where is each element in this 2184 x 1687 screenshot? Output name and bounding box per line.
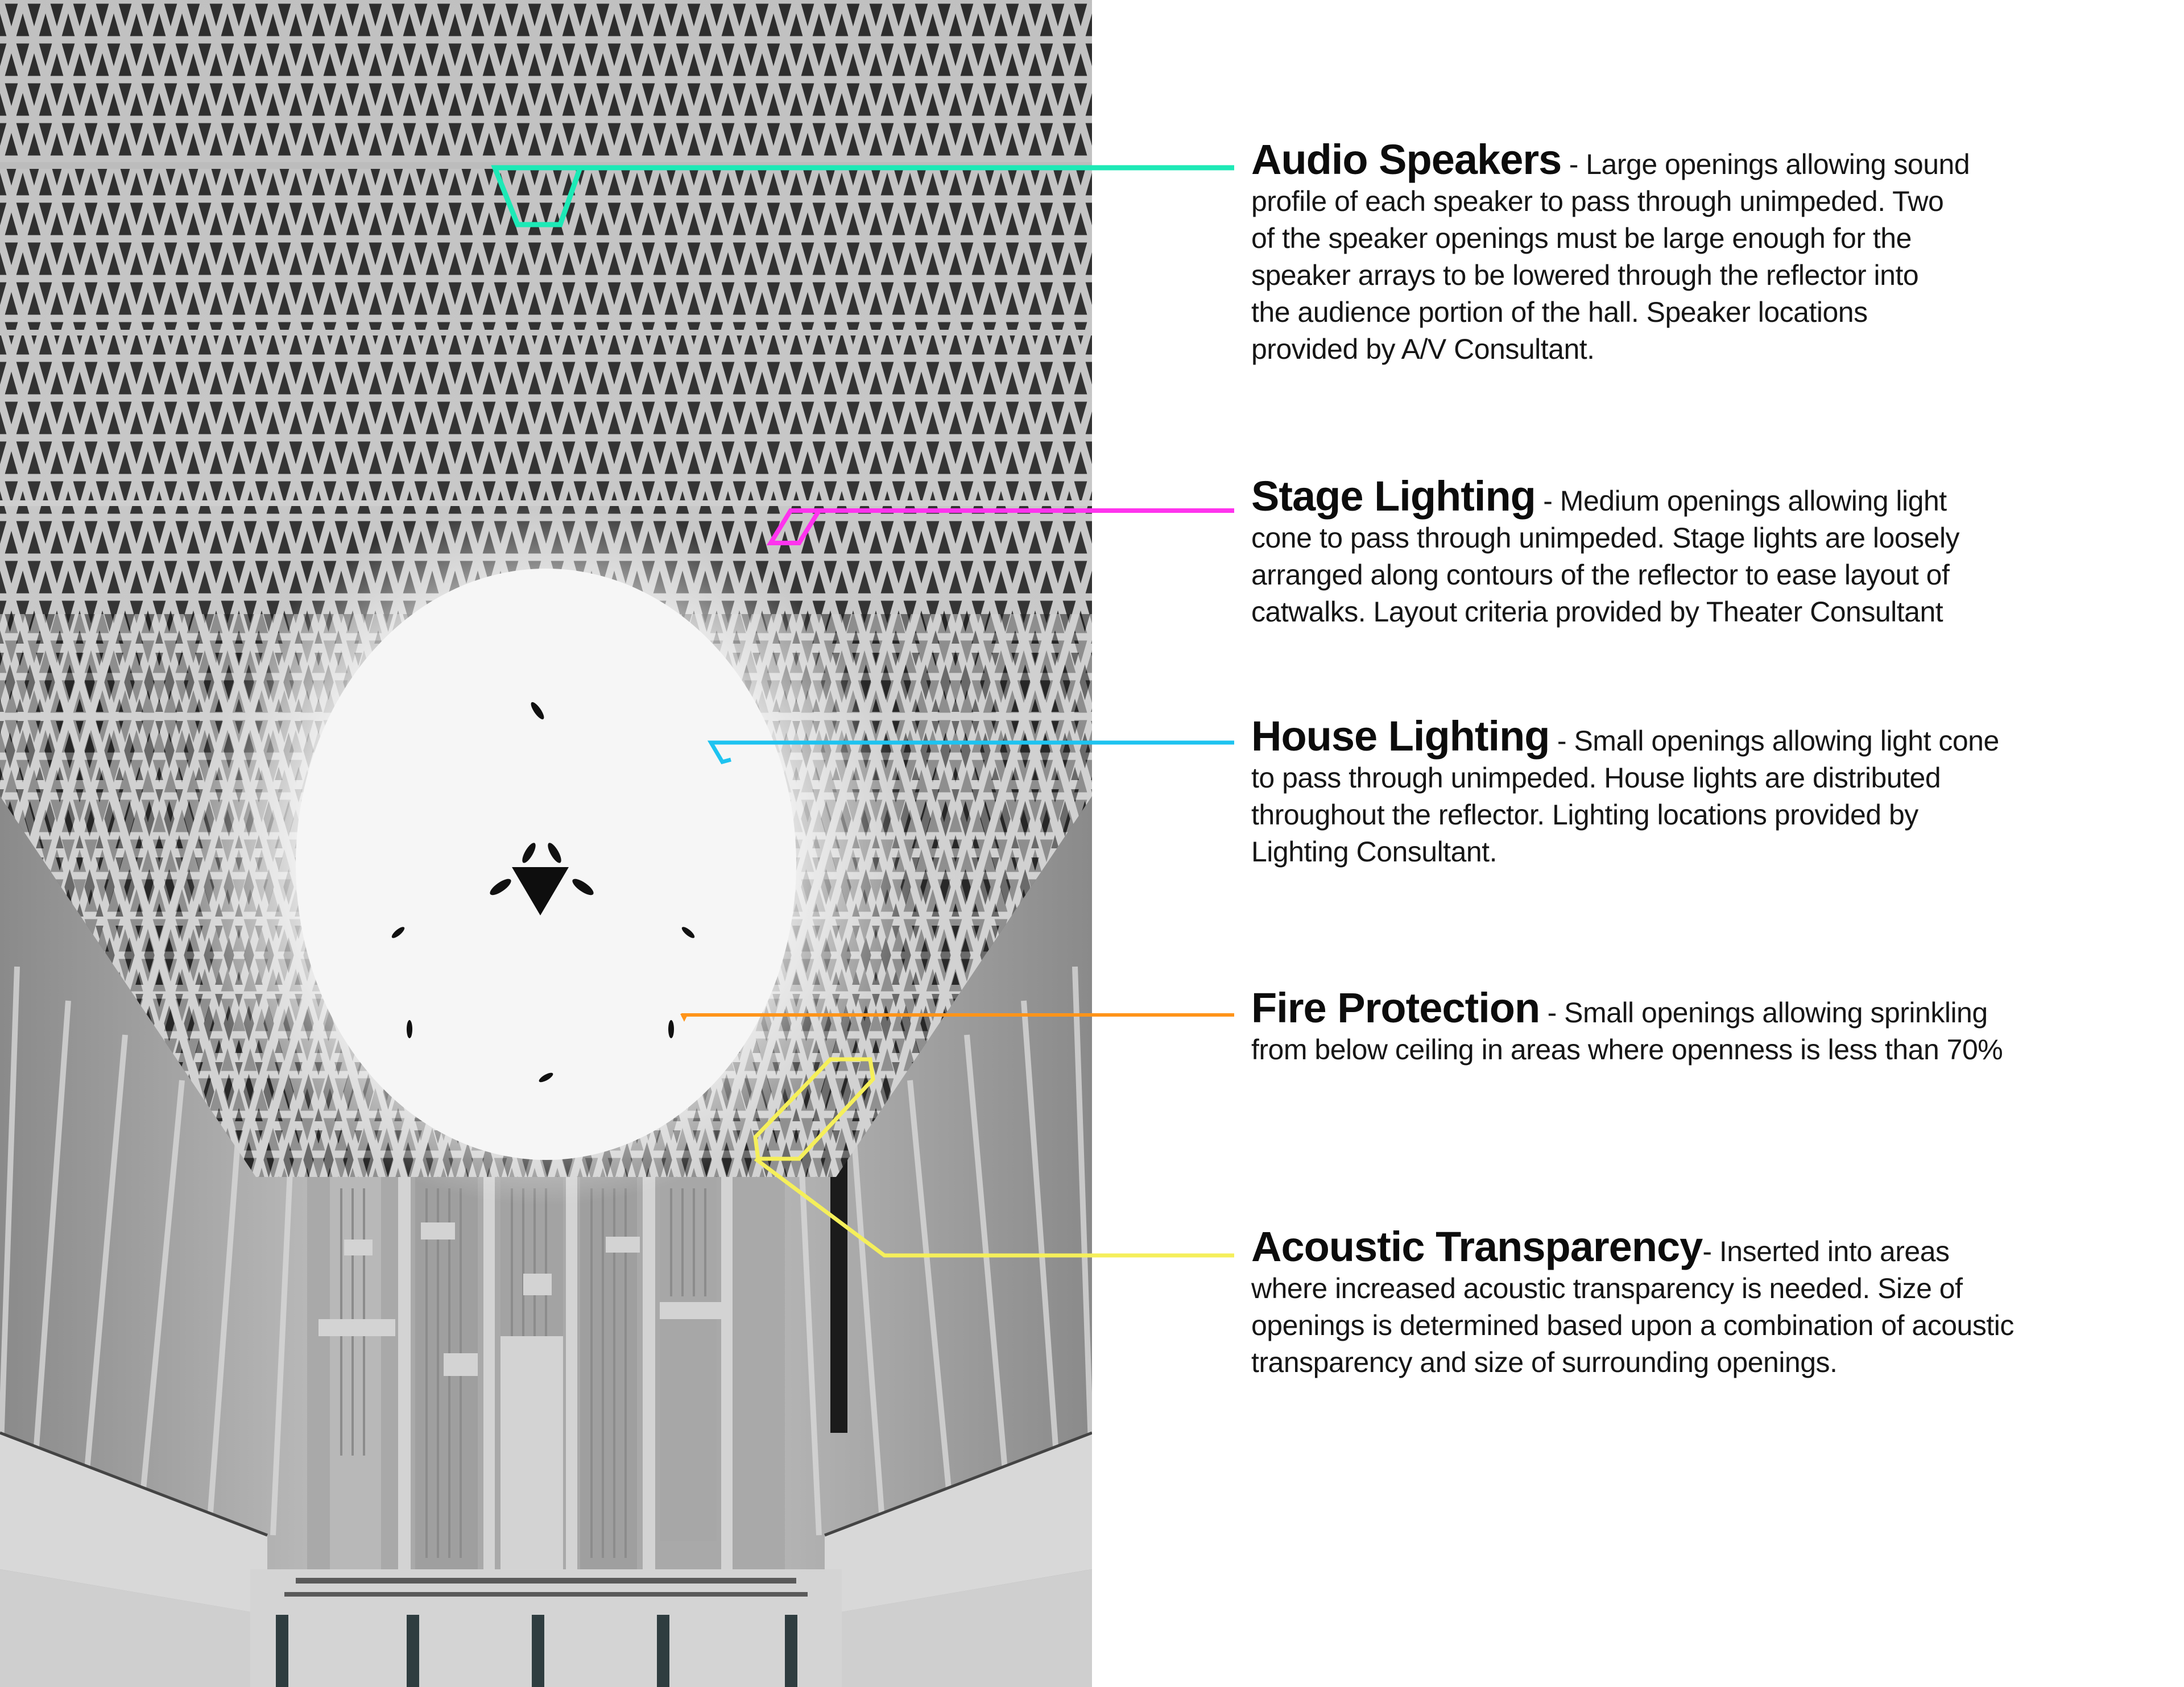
annotation-stage-lighting: Stage Lighting - Medium openings allowing light cone to pass through unimpeded. Stage lights are loosely arranged along contours of the reflector to ease layout of catwalks. Layout criteria provided by Theater Consultant (1251, 472, 1960, 628)
annotation-title: Audio Speakers (1251, 136, 1562, 183)
ceiling-reflector (0, 0, 1092, 1205)
annotation-title: House Lighting (1251, 712, 1550, 760)
pipe-organ (318, 1171, 733, 1586)
annotation-audio-speakers: Audio Speakers - Large openings allowing sound profile of each speaker to pass through unimpeded. Two of the speaker openings must be large enough for the speaker arrays to be lowered through the reflector into the audience portion of the hall. Speaker locations provided by A/V Consultant. (1251, 136, 1970, 365)
annotation-title: Fire Protection (1251, 984, 1540, 1031)
annotation-title: Acoustic Transparency (1251, 1223, 1703, 1270)
annotation-title: Stage Lighting (1251, 472, 1536, 520)
annotation-fire-protection: Fire Protection - Small openings allowing sprinkling from below ceiling in areas where openness is less than 70% (1251, 984, 2003, 1066)
annotation-acoustic-transparency: Acoustic Transparency- Inserted into areas where increased acoustic transparency is needed. Size of openings is determined based upon a combination of acoustic transparency and size of surrounding openings. (1251, 1223, 2014, 1378)
annotation-first-line: Large openings allowing sound (1586, 148, 1970, 180)
annotation-house-lighting: House Lighting - Small openings allowing light cone to pass through unimpeded. House lights are distributed throughout the reflector. Lighting locations provided by Lighting Consultant. (1251, 712, 1999, 868)
